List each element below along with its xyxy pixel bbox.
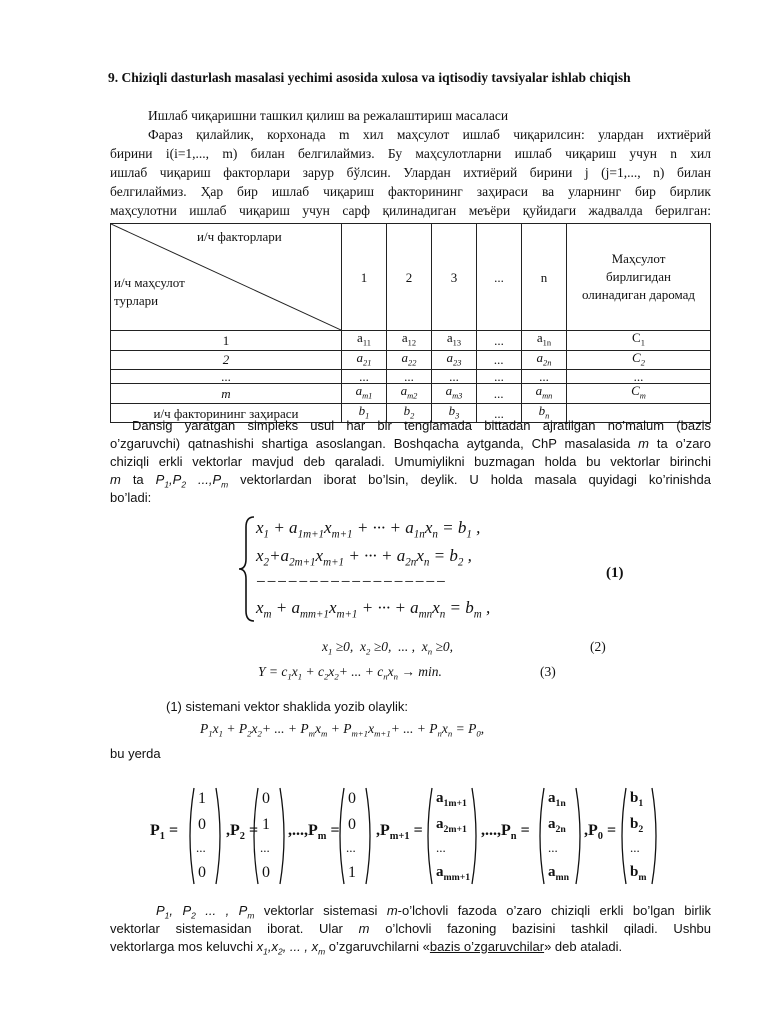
table-cell: ... — [477, 403, 522, 423]
vector-equation: $P_1x_1 + P_2x_2+$ ... + $P_mx_m + P_{m+1}x_{m+1}+$ ... + $P_nx_n = P_0$, — [200, 721, 485, 739]
vector-entry: 0 — [348, 816, 356, 833]
table-cell: ... — [432, 370, 477, 384]
table-cell: ... — [477, 331, 522, 351]
vector-entry: $a_{1m+1}$ — [436, 790, 467, 809]
table-cell: ... — [522, 370, 567, 384]
table-row — [111, 350, 711, 370]
nonnegativity-constraint: $x_1 \ge 0$, $x_2 \ge 0$, ... , $x_n \ge 0$, — [322, 639, 454, 657]
vector-entry: ... — [436, 840, 446, 855]
intro-line-2: бирини i(i=1,..., m) билан белгилаймиз. Бу маҳсулотларни ишлаб чиқариш учун n хил — [110, 146, 711, 161]
system-row-4: $x_m + a_{mm+1}x_{m+1}$ + ··· + $a_{mn}x_n = b_m$ , — [256, 598, 491, 621]
table-cell: $b_1$ — [342, 403, 387, 423]
intro-line-1: Фараз қилайлик, корхонада m хил маҳсулот ишлаб чиқарилсин: улардан ихтиёрий — [148, 127, 711, 142]
table-cell: $a_{21}$ — [342, 350, 387, 370]
vector-entry: $a_{2m+1}$ — [436, 816, 467, 835]
table-cell: $a_{mn}$ — [522, 384, 567, 404]
equation-label-3: (3) — [540, 664, 556, 679]
vector-entry: 0 — [198, 864, 206, 881]
col-header: 3 — [432, 224, 477, 331]
section-heading: 9. Chiziqli dasturlash masalasi yechimi asosida xulosa va iqtisodiy tavsiyalar ishlab chiqish — [108, 70, 631, 85]
equation-label-2: (2) — [590, 639, 606, 654]
table-cell: $b_2$ — [387, 403, 432, 423]
table-row — [111, 331, 711, 351]
vector-entry: $a_{mm+1}$ — [436, 864, 471, 883]
table-cell: ... — [387, 370, 432, 384]
col-header: 2 — [387, 224, 432, 331]
table-cell: $a_{m1}$ — [342, 384, 387, 404]
vector-p0 — [618, 786, 660, 886]
income-header — [567, 224, 711, 331]
row-label: 2 — [111, 350, 342, 370]
table-cell: $a_{m2}$ — [387, 384, 432, 404]
income-header-line: бирлигидан — [606, 269, 671, 284]
table-cell: ... — [342, 370, 387, 384]
bu-yerda-text: bu yerda — [110, 746, 161, 761]
intro-line-3: ишлаб чиқариш факторлари зарур бўлсин. Улардан ихтиёрий бирини j (j=1,..., n) билан — [110, 165, 711, 180]
col-header: 1 — [342, 224, 387, 331]
row-label: ... — [111, 370, 342, 384]
row-label: 1 — [111, 331, 342, 351]
col-header: n — [522, 224, 567, 331]
table-cell: $a_{22}$ — [387, 350, 432, 370]
para2-line-5: bo’ladi: — [110, 490, 152, 505]
corner-bottom-label-1: и/ч маҳсулот — [114, 275, 185, 290]
subheading: Ишлаб чиқаришни ташкил қилиш ва режалаштириш масаласи — [148, 108, 509, 123]
vector-entry: 0 — [348, 790, 356, 807]
table-cell: ... — [477, 370, 522, 384]
vector-label-pm: $,...,P_m$ = — [288, 822, 340, 843]
table-cell: $a_{2n}$ — [522, 350, 567, 370]
table-cell: $a_{23}$ — [432, 350, 477, 370]
vector-entry: $a_{1n}$ — [548, 790, 566, 809]
equation-label-1: (1) — [606, 565, 624, 581]
table-cell: ... — [477, 384, 522, 404]
vector-entry: ... — [548, 840, 558, 855]
production-table — [110, 223, 711, 423]
para2-line-3: chiziqli erkli vektorlar mavjud deb qaraladi. Umumiylikni buzmagan holda bu vektorlar birinchi — [110, 454, 711, 469]
table-cell: $C_m$ — [567, 384, 711, 404]
para2-line-1: Dansig yaratgan simpleks usul har bir tenglamada bittadan ajratilgan no’malum (bazis — [132, 418, 711, 433]
final-line-3: vektorlarga mos keluvchi $x_1,x_2$, ... , $x_m$ o’zgaruvchilarni «bazis o’zgaruvchilar» deb ataladi. — [110, 939, 623, 957]
vector-entry: $b_m$ — [630, 864, 647, 883]
vector-p2 — [250, 786, 288, 886]
corner-bottom-label-2: турлари — [114, 293, 159, 308]
final-line-2: vektorlar sistemasidan iborat. Ular m o’lchovli fazoning bazisini tashkil qiladi. Ushbu — [110, 921, 712, 936]
system-row-3: −−−−−−−−−−−−−−−−−− — [256, 572, 447, 591]
final-line-1: $P_1$, $P_2$ ... , $P_m$ vektorlar sistemasi m-o’lchovli fazoda o’zaro chiziqli erkli bo’lgan birlik — [156, 903, 711, 921]
para2-line-4: m ta $P_1,P_2$ $...,P_m$ vektorlardan iborat bo’lsin, deylik. U holda masala quyidagi ko’rinishda — [110, 472, 711, 490]
vector-label-p0: $,P_0$ = — [584, 822, 617, 843]
table-cell: $a_{m3}$ — [432, 384, 477, 404]
intro-line-5: маҳсулотни ишлаб чиқариш учун сарф қилинадиган меъёри қуйидаги жадвалда берилган: — [110, 203, 711, 218]
system-row-2: $x_2+a_{2m+1}x_{m+1}$ + ··· + $a_{2n}x_n = b_2$ , — [256, 546, 472, 569]
vector-pm — [336, 786, 374, 886]
income-header-line: олинадиган даромад — [581, 287, 696, 302]
vector-entry: ... — [260, 840, 270, 855]
col-header: ... — [477, 224, 522, 331]
vector-entry: $a_{2n}$ — [548, 816, 566, 835]
basis-variables-term: bazis o’zgaruvchilar — [429, 939, 545, 954]
table-cell: ... — [477, 350, 522, 370]
vector-label-p1: $P_1$ = — [150, 822, 179, 843]
table-cell: $a_{11}$ — [342, 331, 387, 351]
vector-entry: 0 — [262, 790, 270, 807]
vector-intro: (1) sistemani vektor shaklida yozib olaylik: — [166, 699, 409, 714]
table-cell: $C_2$ — [567, 350, 711, 370]
para2-line-2: o’zgaruvchi) qatnashishi shartiga asoslangan. Boshqacha aytganda, ChP masalasida m ta o’zaro — [110, 436, 711, 451]
table-corner-cell — [111, 224, 342, 331]
vector-pm1 — [424, 786, 480, 886]
intro-line-4: белгилаймиз. Ҳар бир ишлаб чиқариш факторининг заҳираси ва уларнинг бир бирлик — [110, 184, 711, 199]
corner-top-label: и/ч факторлари — [197, 229, 282, 244]
row-label: и/ч факторининг заҳираси — [111, 403, 342, 423]
vector-entry: ... — [630, 840, 640, 855]
table-row — [111, 384, 711, 404]
system-brace — [236, 515, 258, 623]
vector-entry: 1 — [348, 864, 356, 881]
table-cell: $C_1$ — [567, 331, 711, 351]
table-cell: $b_n$ — [522, 403, 567, 423]
vector-entry: ... — [346, 840, 356, 855]
vector-label-p2: $,P_2$ = — [226, 822, 259, 843]
table-cell: $a_{13}$ — [432, 331, 477, 351]
vector-pn — [536, 786, 584, 886]
vector-entry: 1 — [198, 790, 206, 807]
table-cell: ... — [567, 370, 711, 384]
table-cell: $a_{1n}$ — [522, 331, 567, 351]
table-cell: $a_{12}$ — [387, 331, 432, 351]
system-row-1: $x_1 + a_{1m+1}x_{m+1}$ + ··· + $a_{1n}x_n = b_1$ , — [256, 518, 481, 541]
income-header-line: Маҳсулот — [611, 251, 666, 266]
vector-entry: ... — [196, 840, 206, 855]
objective-function: $Y = c_1x_1 + c_2x_2+$ ... + $c_nx_n \to \min$. — [258, 664, 442, 682]
table-row — [111, 370, 711, 384]
vector-entry: $a_{mn}$ — [548, 864, 570, 883]
row-label: m — [111, 384, 342, 404]
vector-entry: $b_2$ — [630, 816, 644, 835]
vector-label-pn: $,...,P_n$ = — [481, 822, 530, 843]
vector-entry: 1 — [262, 816, 270, 833]
vector-entry: $b_1$ — [630, 790, 644, 809]
table-cell: $b_3$ — [432, 403, 477, 423]
vector-p1 — [186, 786, 224, 886]
vector-entry: 0 — [262, 864, 270, 881]
vector-entry: 0 — [198, 816, 206, 833]
vector-label-pm1: $,P_{m+1}$ = — [376, 822, 423, 843]
